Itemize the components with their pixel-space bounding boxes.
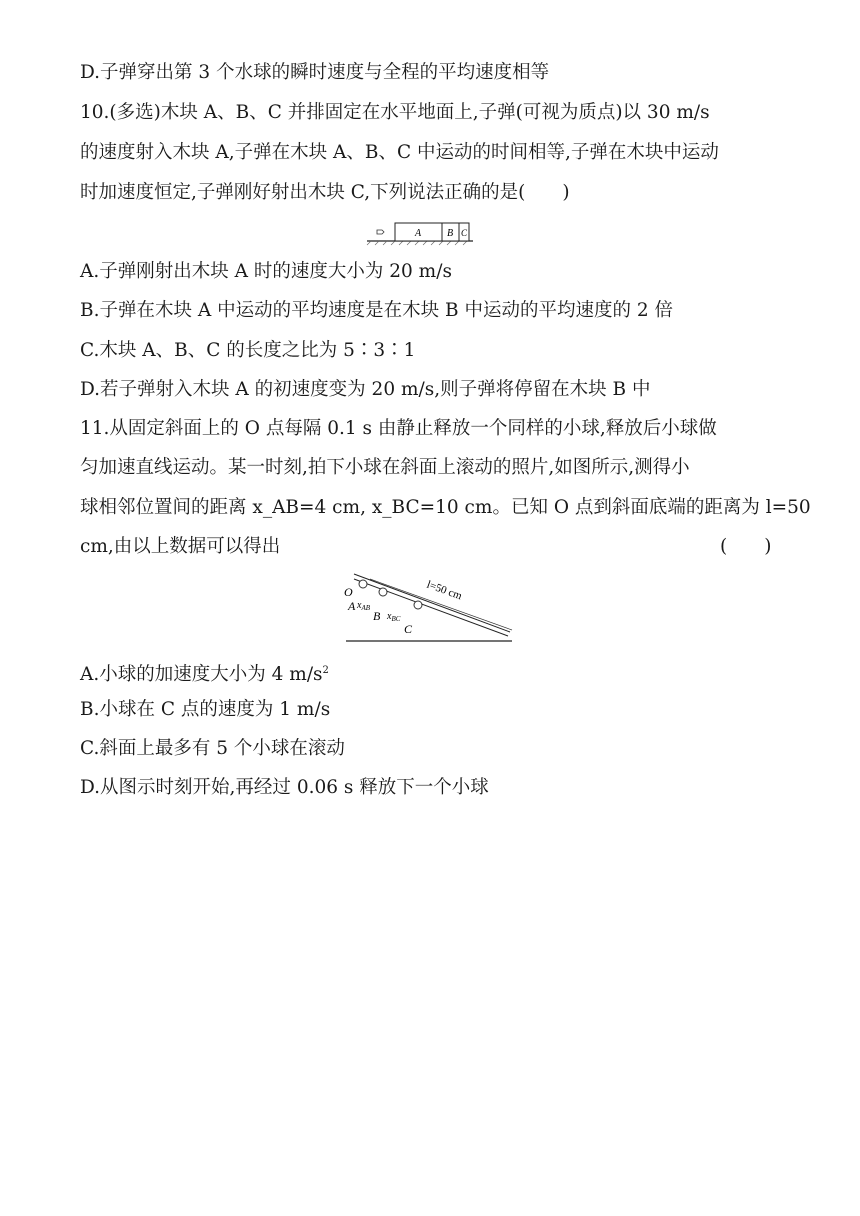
- label-o: O: [344, 585, 353, 599]
- block-b-label: B: [446, 228, 454, 239]
- q11-option-a-exponent: 2: [322, 665, 329, 676]
- q11-option-b: B.小球在 C 点的速度为 1 m/s: [80, 699, 331, 720]
- q11-answer-paren: ( ): [720, 536, 772, 557]
- q10-option-d: D.若子弹射入木块 A 的初速度变为 20 m/s,则子弹将停留在木块 B 中: [80, 379, 651, 400]
- label-c: C: [404, 622, 413, 636]
- q11-option-a: [80, 658, 329, 688]
- ball-b: [379, 588, 387, 596]
- q11-stem-line-2: 匀加速直线运动。某一时刻,拍下小球在斜面上滚动的照片,如图所示,测得小: [80, 457, 690, 478]
- q10-blocks-figure: [365, 217, 475, 247]
- ball-c: [414, 601, 422, 609]
- block-c-label: C: [460, 228, 468, 238]
- ground-hatch: [367, 241, 467, 245]
- q11-option-a-text: A.小球的加速度大小为 4 m/s: [80, 664, 323, 686]
- label-length: l=50 cm: [425, 578, 464, 603]
- label-b: B: [373, 609, 381, 623]
- q11-incline-figure: [340, 570, 520, 646]
- block-a-label: A: [414, 228, 422, 239]
- q10-stem-line-1: 10.(多选)木块 A、B、C 并排固定在水平地面上,子弹(可视为质点)以 30 m/s: [80, 102, 710, 123]
- q11-stem-line-4: cm,由以上数据可以得出: [80, 536, 281, 557]
- bullet-icon: [377, 230, 384, 234]
- q11-option-d: D.从图示时刻开始,再经过 0.06 s 释放下一个小球: [80, 777, 489, 798]
- label-a: A: [348, 599, 356, 613]
- q11-stem-line-1: 11.从固定斜面上的 O 点每隔 0.1 s 由静止释放一个同样的小球,释放后小球做: [80, 418, 717, 439]
- q9-option-d: D.子弹穿出第 3 个水球的瞬时速度与全程的平均速度相等: [80, 62, 550, 83]
- ball-a: [359, 580, 367, 588]
- label-xbc: $x_{BC}$: [387, 611, 401, 623]
- q11-stem-line-3: 球相邻位置间的距离 x_AB=4 cm, x_BC=10 cm。已知 O 点到斜面底端的距离为 l=50: [80, 497, 811, 518]
- q10-stem-line-2: 的速度射入木块 A,子弹在木块 A、B、C 中运动的时间相等,子弹在木块中运动: [80, 142, 719, 163]
- q11-option-c: C.斜面上最多有 5 个小球在滚动: [80, 738, 345, 759]
- q10-option-a: A.子弹刚射出木块 A 时的速度大小为 20 m/s: [80, 261, 452, 282]
- q10-option-b: B.子弹在木块 A 中运动的平均速度是在木块 B 中运动的平均速度的 2 倍: [80, 300, 673, 321]
- q10-option-c: C.木块 A、B、C 的长度之比为 5∶3∶1: [80, 340, 416, 361]
- label-xab: $x_{AB}$: [357, 600, 371, 612]
- q10-stem-line-3: 时加速度恒定,子弹刚好射出木块 C,下列说法正确的是( ): [80, 182, 570, 203]
